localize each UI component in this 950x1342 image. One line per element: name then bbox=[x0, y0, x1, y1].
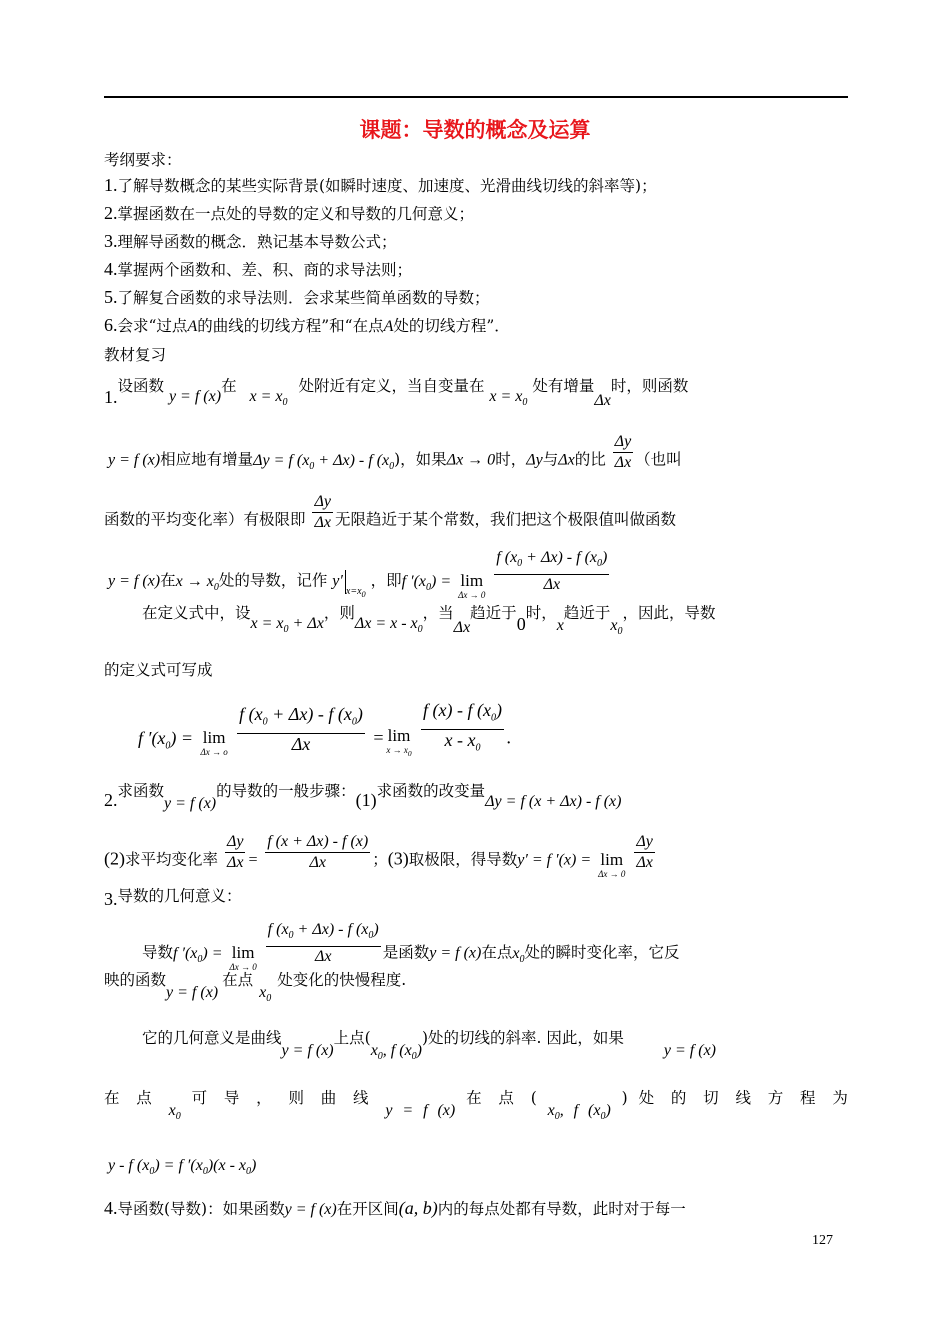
derivative-definition-equation: f $'(x_0)$ = lim Δx → o $\frac{f (x_0 + \Delta x) - f (x_0)}{\Delta x}$ = lim $x \to x_0$ $\frac{f (x) - f (x_0)}{x - x_0}$ . bbox=[138, 700, 512, 758]
p3-line2: 映的函数y = f (x)在点$x_0$处变化的快慢程度. bbox=[104, 971, 407, 1005]
p3-head: 3.导数的几何意义： bbox=[104, 887, 242, 909]
page-title: 课题：导数的概念及运算 bbox=[359, 118, 591, 142]
section-review: 教材复习 bbox=[104, 346, 167, 364]
p3-line4: 在 点 $x_0$ 可 导 ， 则 曲 线 y = f (x) 在 点 ( $x_0$, f $(x_0)$ ) 处 的 切 线 方 程 为 bbox=[104, 1089, 848, 1123]
header-rule bbox=[104, 96, 848, 98]
p2-line2: (2)求平均变化率 $\frac{\Delta y}{\Delta x}$ = $\frac{f (x + \Delta x) - f (x)}{\Delta x}$ ；(3)取极限，得导数y′ = f ′(x) = lim Δx → 0 $\frac{\Delta y}{\Delta x}$ bbox=[104, 833, 653, 879]
p1-line5: 在定义式中，设$x = x_0 + \Delta x$，则$\Delta x = x - x_0$，当Δx趋近于0时，x趋近于$x_0$，因此，导数 bbox=[142, 604, 716, 638]
p1-line2: y = f (x)相应地有增量Δy = f $(x_0 + \Delta x) - f$ $(x_0)$，如果Δx → 0时，Δy与Δx的比 $\frac{\Delta y}{\Delta x}$ （也叫 bbox=[108, 433, 682, 472]
requirement-1: 1.了解导数概念的某些实际背景(如瞬时速度、加速度、光滑曲线切线的斜率等)； bbox=[104, 175, 657, 195]
section-requirements: 考纲要求： bbox=[104, 151, 182, 169]
p1-line3: 函数的平均变化率）有极限即 $\frac{\Delta y}{\Delta x}$ 无限趋近于某个常数，我们把这个极限值叫做函数 bbox=[104, 493, 676, 531]
requirement-5: 5.了解复合函数的求导法则．会求某些简单函数的导数； bbox=[104, 287, 490, 307]
p1-line6: 的定义式可写成 bbox=[104, 661, 213, 679]
p1-line1: 1.设函数 y = f (x)在 $x = x_0$ 处附近有定义，当自变量在 $x = x_0$ 处有增量Δx时，则函数 bbox=[104, 377, 689, 409]
requirement-2: 2.掌握函数在一点处的导数的定义和导数的几何意义； bbox=[104, 203, 475, 223]
p3-line1: 导数f $'(x_0)$ = lim Δx → 0 $\frac{f (x_0 + \Delta x) - f (x_0)}{\Delta x}$ 是函数y = f (x)在点$x_0$处的瞬时变化率，它反 bbox=[142, 921, 680, 972]
p2-line1: 2.求函数y = f (x)的导数的一般步骤：(1)求函数的改变量Δy = f (x + Δx) - f (x) bbox=[104, 782, 622, 812]
p3-line3: 它的几何意义是曲线y = f (x)上点($x_0$, f $(x_0)$)处的切线的斜率. 因此，如果y = f (x) bbox=[142, 1029, 717, 1063]
requirement-3: 3.理解导函数的概念．熟记基本导数公式； bbox=[104, 231, 397, 251]
p4-line1: 4.导函数(导数)：如果函数y = f (x)在开区间(a, b)内的每点处都有导数，此时对于每一 bbox=[104, 1198, 686, 1218]
p1-line4: y = f (x)在$x \to x_0$处的导数，记作 $y'_{x=x_0}$ ，即f $'(x_0)$ = lim Δx → 0 $\frac{f (x_0 + \Delta x) - f (x_0)}{\Delta x}$ bbox=[108, 549, 608, 600]
tangent-line-equation: y - f $(x_0) = f$ $'(x_0)(x - x_0)$ bbox=[108, 1157, 257, 1178]
page-number: 127 bbox=[812, 1233, 833, 1248]
requirement-6: 6.会求“过点A的曲线的切线方程”和“在点A处的切线方程”． bbox=[104, 315, 510, 335]
requirement-4: 4.掌握两个函数和、差、积、商的求导法则； bbox=[104, 259, 413, 279]
